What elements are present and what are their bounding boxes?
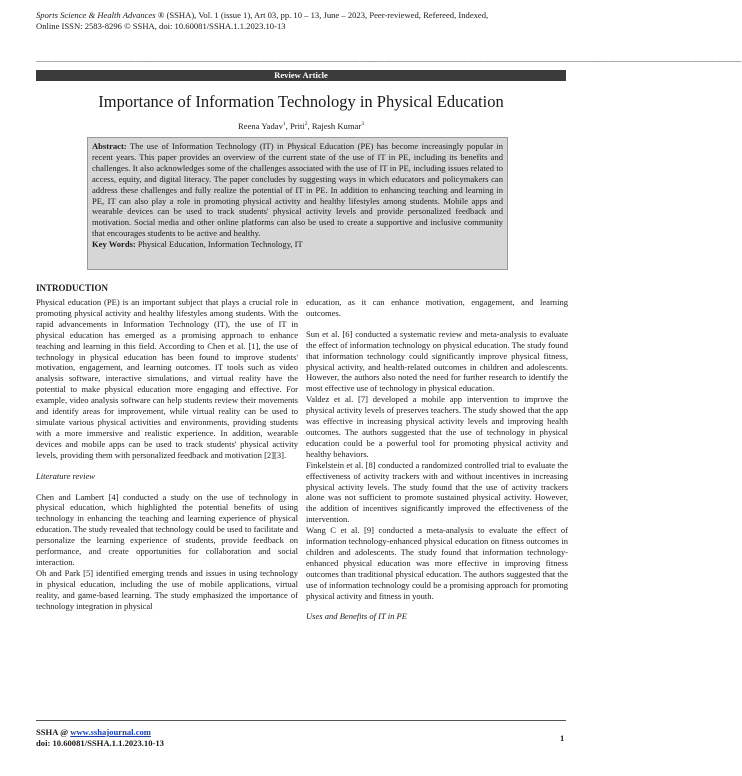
literature-review-subheading: Literature review	[36, 470, 95, 481]
author-2-sup: 2	[304, 121, 308, 128]
footer-doi: doi: 10.60081/SSHA.1.1.2023.10-13	[36, 737, 164, 748]
keywords-text: Physical Education, Information Technology, IT	[137, 239, 303, 250]
author-1-sup: 1	[282, 121, 286, 128]
oh-park-paragraph: Oh and Park [5] identified emerging trends and issues in using technology in physical education, including the use of mobile applications, virtual reality, and game-based learning. The study emphasized the importance of technology integration in physical	[36, 567, 298, 611]
author-3: Rajesh Kumar	[311, 121, 362, 131]
journal-website-link[interactable]: www.sshajournal.com	[70, 727, 151, 737]
author-line: Reena Yadav$^1$, Priti$^2$, Rajesh Kumar$^3$	[238, 121, 364, 131]
abstract-box	[87, 137, 508, 270]
journal-header	[36, 10, 566, 32]
journal-name: Sports Science & Health Advances	[36, 10, 156, 20]
keywords-label: Key Words:	[92, 239, 136, 250]
header-line-2: Online ISSN: 2583-8296 © SSHA, doi: 10.60081/SSHA.1.1.2023.10-13	[36, 21, 286, 31]
introduction-heading: INTRODUCTION	[36, 283, 109, 293]
intro-paragraph: Physical education (PE) is an important subject that plays a crucial role in promoting physical activity and healthy lifestyles among students. With the rapid advancements in Information Technology (IT), the use of IT in physical education has emerged as a promising approach to enhance teaching and learning in this field. According to Chen et al. [1], the use of technology in physical education has been found to improve students' motivation, engagement, and learning outcomes. IT tools such as video analysis software, interactive simulations, and virtual reality have the potential to make physical education more engaging and effective. For example, video analysis software can help students review their movements and identify areas for improvement, while virtual reality can be used to simulate various physical activities and environments, providing students with a more immersive and realistic experience. In addition, wearable devices and mobile apps can be used to track students' physical activity levels, providing them with personalized feedback and motivation [2][3].	[36, 297, 298, 460]
author-1: Reena Yadav	[238, 121, 283, 131]
abstract-label: Abstract:	[92, 141, 127, 151]
uses-benefits-subheading: Uses and Benefits of IT in PE	[306, 611, 407, 622]
footer-site-line	[36, 727, 164, 738]
continuation-paragraph: education, as it can enhance motivation, engagement, and learning outcomes.	[306, 297, 568, 318]
abstract-text: The use of Information Technology (IT) in Physical Education (PE) has become increasingly popular in recent years. This paper provides an overview of the current state of the use of IT in PE, including its benefits and challenges. It also acknowledges some of the challenges associated with the use of IT in PE, including issues related to access, equity, and digital literacy. The paper concludes by suggesting ways in which educators and policymakers can address these challenges and fully realize the potential of IT in PE. In addition to enhancing teaching and learning in PE, IT can also play a role in promoting physical activity and healthy lifestyles among students. Mobile apps and wearable devices can be used to track students' physical activity levels and provide personalized feedback and motivation. Social media and other online platforms can also be used to create a supportive and inclusive community that encourages students to be active and healthy.	[92, 141, 504, 239]
footer-label: SSHA @	[36, 727, 71, 737]
keywords-line	[92, 239, 503, 250]
article-type-bar: Review Article	[36, 70, 566, 81]
finkelstein-paragraph: Finkelstein et al. [8] conducted a randomized controlled trial to evaluate the effectiveness of activity trackers with and without incentives in increasing physical activity levels. The study found that the use of activity trackers alone was not sufficient to promote sustained physical activity. However, the addition of incentives significantly improved the effectiveness of the intervention.	[306, 459, 568, 525]
sun-paragraph: Sun et al. [6] conducted a systematic review and meta-analysis to evaluate the effect of information technology on physical education. The study found that information technology could significantly improve physical fitness, physical activity, and health-related outcomes in children and adolescents. However, the authors also noted the need for further research to identify the most effective use of technology in physical education.	[306, 328, 568, 394]
right-column	[306, 297, 568, 632]
header-line-1-rest: ® (SSHA), Vol. 1 (issue 1), Art 03, pp. 10 – 13, June – 2023, Peer-reviewed, Refereed, Indexed,	[155, 10, 489, 20]
page-number: 1	[560, 733, 565, 743]
header-line-1	[36, 10, 566, 21]
valdez-paragraph: Valdez et al. [7] developed a mobile app intervention to improve the physical activity levels of preserves teachers. The study showed that the app was effective in increasing physical activity levels and improving health outcomes. The authors suggested that the use of technology in physical education could be a powerful tool for promoting physical activity and healthy behaviors.	[306, 394, 568, 459]
dash-separator: —————————————————————————————————————————————————————————————————————————————————————	[36, 56, 742, 65]
left-column	[36, 297, 298, 611]
wang-paragraph: Wang C et al. [9] conducted a meta-analysis to evaluate the effect of information technology-enhanced physical education on fitness outcomes in children and adolescents. The study found that information technology-enhanced physical education was more effective in improving fitness outcomes than traditional physical education. The authors suggested that the use of information technology could be a promising approach for promoting physical activity and fitness in youth.	[306, 525, 568, 601]
author-2: Priti	[289, 121, 305, 131]
chen-lambert-paragraph: Chen and Lambert [4] conducted a study on the use of technology in physical education, which highlighted the potential benefits of using technology in enhancing the teaching and learning experience of physical education. The study revealed that technology could be used to facilitate and personalize the learning experience of students, provide feedback on performance, and create opportunities for collaboration and social interaction.	[36, 491, 298, 567]
author-3-sup: 3	[361, 121, 364, 128]
footer-divider	[36, 720, 566, 721]
paper-title: Importance of Information Technology in Physical Education	[98, 92, 504, 111]
footer	[36, 727, 164, 748]
abstract-body	[92, 141, 503, 239]
